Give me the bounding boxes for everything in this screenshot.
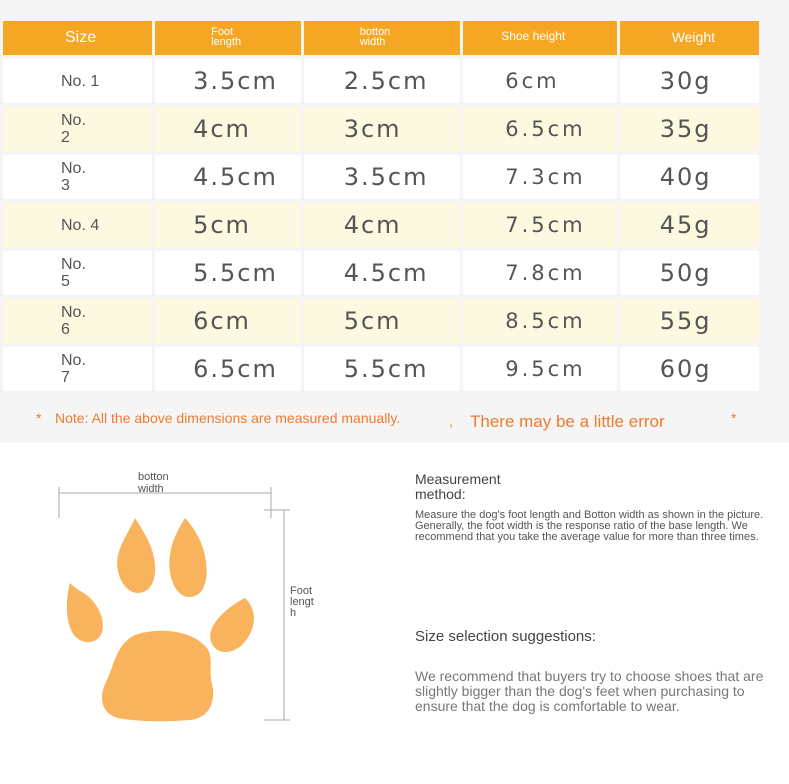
table-row bbox=[3, 107, 759, 151]
foot-length-cell: 5.5cm bbox=[155, 251, 301, 295]
size-cell: No. 7 bbox=[3, 347, 152, 391]
suggestion-title: Size selection suggestions: bbox=[415, 628, 596, 645]
measurement-title: Measurement method: bbox=[415, 471, 501, 502]
foot-length-cell: 4.5cm bbox=[155, 155, 301, 199]
table-row bbox=[3, 155, 759, 199]
measurement-body: Measure the dog's foot length and Botton width as shown in the picture. Generally, the foot width is the response ratio of the base length. We recommend that you take the average value for more than three times. bbox=[415, 509, 764, 543]
header-weight: Weight bbox=[620, 21, 759, 55]
botton-width-cell: 5.5cm bbox=[304, 347, 460, 391]
shoe-height-cell: 6cm bbox=[463, 59, 616, 103]
weight-cell: 40g bbox=[620, 155, 759, 199]
size-cell: No. 5 bbox=[3, 251, 152, 295]
note-star: * bbox=[36, 410, 42, 426]
table-row bbox=[3, 59, 759, 103]
weight-cell: 60g bbox=[620, 347, 759, 391]
weight-cell: 30g bbox=[620, 59, 759, 103]
paw-icon bbox=[67, 518, 254, 721]
table-row bbox=[3, 251, 759, 295]
foot-length-cell: 3.5cm bbox=[155, 59, 301, 103]
shoe-height-cell: 7.3cm bbox=[463, 155, 616, 199]
botton-width-cell: 2.5cm bbox=[304, 59, 460, 103]
suggestion-body: We recommend that buyers try to choose shoes that are slightly bigger than the dog's feet when purchasing to ensure that the dog is comfortable to wear. bbox=[415, 668, 764, 714]
size-cell: No. 2 bbox=[3, 107, 152, 151]
table-row bbox=[3, 347, 759, 391]
foot-length-cell: 6cm bbox=[155, 299, 301, 343]
weight-cell: 55g bbox=[620, 299, 759, 343]
botton-width-cell: 3.5cm bbox=[304, 155, 460, 199]
foot-length-cell: 5cm bbox=[155, 203, 301, 247]
size-table bbox=[0, 17, 762, 395]
header-botton-width: botton width bbox=[304, 21, 460, 55]
shoe-height-cell: 6.5cm bbox=[463, 107, 616, 151]
foot-length-cell: 4cm bbox=[155, 107, 301, 151]
note-star-end: * bbox=[731, 410, 737, 426]
botton-width-cell: 5cm bbox=[304, 299, 460, 343]
header-foot-length: Foot length bbox=[155, 21, 301, 55]
size-cell: No. 3 bbox=[3, 155, 152, 199]
size-cell: No. 6 bbox=[3, 299, 152, 343]
botton-width-label: botton width bbox=[138, 471, 169, 495]
header-size: Size bbox=[3, 21, 152, 55]
table-row bbox=[3, 203, 759, 247]
foot-length-label: Foot length bbox=[290, 585, 314, 619]
botton-width-cell: 3cm bbox=[304, 107, 460, 151]
shoe-height-cell: 7.5cm bbox=[463, 203, 616, 247]
weight-cell: 50g bbox=[620, 251, 759, 295]
table-body bbox=[3, 59, 759, 391]
header-shoe-height: Shoe height bbox=[463, 21, 616, 55]
size-cell: No. 4 bbox=[3, 203, 152, 247]
note-error-text: There may be a little error bbox=[470, 412, 665, 431]
note-text: Note: All the above dimensions are measured manually. bbox=[55, 410, 401, 426]
foot-length-cell: 6.5cm bbox=[155, 347, 301, 391]
botton-width-cell: 4.5cm bbox=[304, 251, 460, 295]
note-comma: , bbox=[449, 413, 453, 429]
table-header-row bbox=[3, 21, 759, 55]
weight-cell: 35g bbox=[620, 107, 759, 151]
size-cell: No. 1 bbox=[3, 59, 152, 103]
botton-width-cell: 4cm bbox=[304, 203, 460, 247]
weight-cell: 45g bbox=[620, 203, 759, 247]
table-row bbox=[3, 299, 759, 343]
shoe-height-cell: 7.8cm bbox=[463, 251, 616, 295]
shoe-height-cell: 8.5cm bbox=[463, 299, 616, 343]
shoe-height-cell: 9.5cm bbox=[463, 347, 616, 391]
